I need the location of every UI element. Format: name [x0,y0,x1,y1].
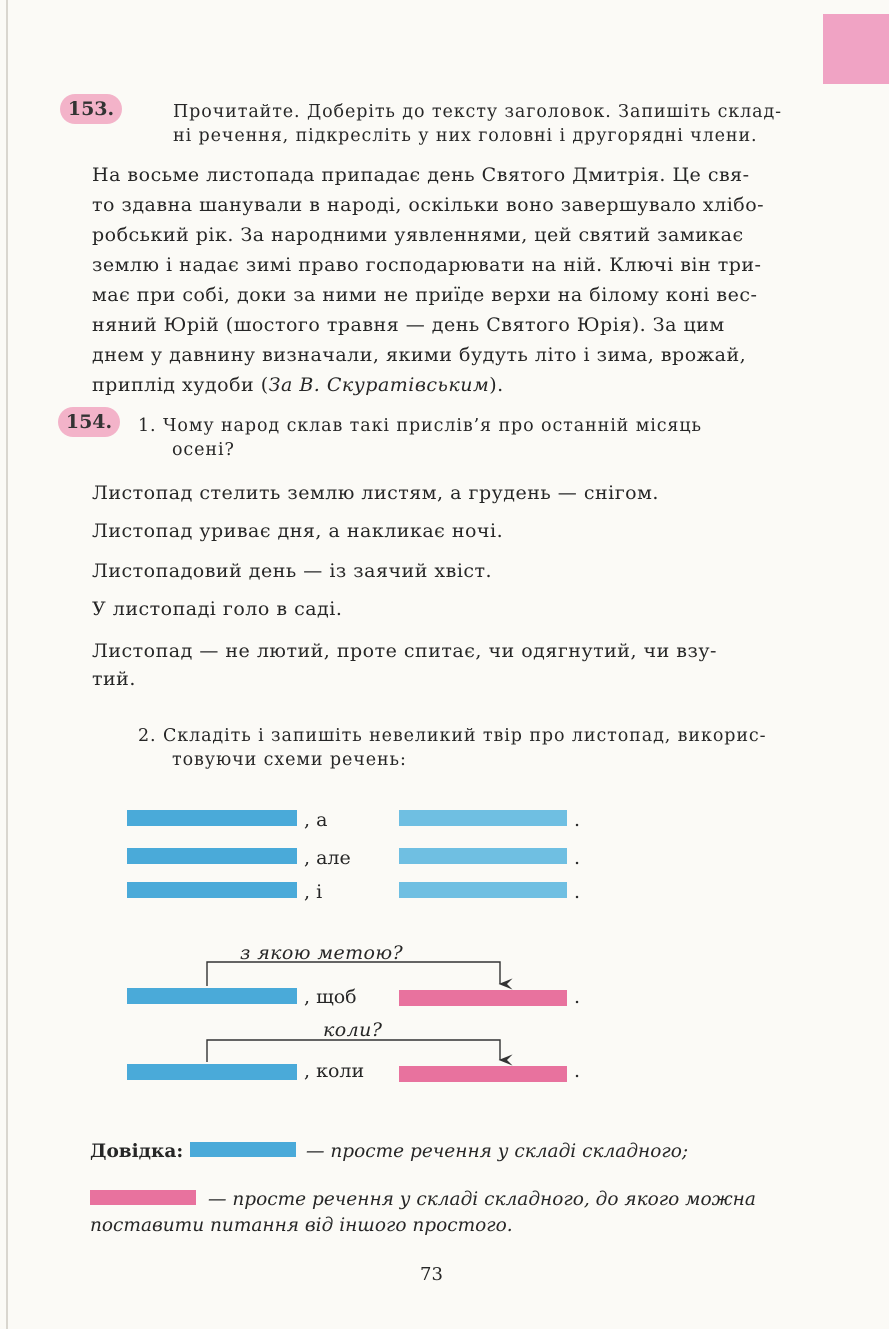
proverb: Листопадовий день — із заячий хвіст. [92,560,493,582]
exercise-153-number: 153. [60,94,122,124]
scheme-conjunction: , але [304,847,351,869]
scheme-conjunction: , а [304,809,328,831]
page-number: 73 [420,1264,443,1285]
scheme-conjunction: , і [304,881,323,903]
proverb: Листопад уриває дня, а накликає ночі. [92,520,504,542]
reference-pink-bar [90,1190,196,1205]
text-fragment: приплід худоби ( [92,374,269,396]
scheme-clause-bar [127,1064,297,1080]
scheme-question-purpose: з якою метою? [240,942,404,964]
reference-label: Довідка: [90,1141,184,1162]
proverb-line-2: тий. [92,668,136,690]
proverb: У листопаді голо в саді. [92,598,343,620]
text-fragment: ). [489,374,504,396]
scheme-question-when: коли? [323,1019,383,1041]
exercise-153-task-line-1: Прочитайте. Доберіть до тексту заголовок. Запишіть склад- [173,102,782,122]
scheme-clause-bar [127,988,297,1004]
text-line: то здавна шанували в народі, оскільки воно завершувало хлібо- [92,194,765,216]
question-arrow-purpose [207,962,500,986]
text-line: робський рік. За народними уявленнями, цей святий замикає [92,224,744,246]
exercise-154-question-1-line-1: 1. Чому народ склав такі прислів’я про останній місяць [138,416,702,436]
scheme-period: . [574,809,581,831]
text-line: На восьме листопада припадає день Святого Дмитрія. Це свя- [92,164,750,186]
exercise-154-question-2-line-2: товуючи схеми речень: [172,750,407,770]
reference-blue-description: — просте речення у складі складного; [306,1141,689,1162]
text-source: За В. Скуратівським [268,374,490,396]
exercise-154-question-2-line-1: 2. Складіть і запишіть невеликий твір про листопад, викорис- [138,726,767,746]
reference-blue-bar [190,1142,296,1157]
scheme-period: . [574,1060,581,1082]
scheme-dependent-clause-bar [399,1066,567,1082]
proverb-line-1: Листопад — не лютий, проте спитає, чи одягнутий, чи взу- [92,640,717,662]
scheme-conjunction: , коли [304,1060,365,1082]
reference-pink-description-line-1: — просте речення у складі складного, до якого можна [208,1189,756,1210]
scheme-period: . [574,986,581,1008]
exercise-154-number: 154. [58,407,120,437]
reference-pink-description-line-2: поставити питання від іншого простого. [90,1215,513,1236]
exercise-154-question-1-line-2: осені? [172,440,235,460]
text-line: має при собі, доки за ними не приїде верхи на білому коні вес- [92,284,758,306]
scheme-conjunction: , щоб [304,986,357,1008]
proverb: Листопад стелить землю листям, а грудень — снігом. [92,482,659,504]
exercise-153-task-line-2: ні речення, підкресліть у них головні і другорядні члени. [173,126,758,146]
text-line: няний Юрій (шостого травня — день Святого Юрія). За цим [92,314,725,336]
scheme-period: . [574,847,581,869]
scheme-dependent-clause-bar [399,990,567,1006]
text-line: днем у давнину визначали, якими будуть літо і зима, врожай, [92,344,747,366]
scheme-period: . [574,881,581,903]
text-line: землю і надає зимі право господарювати на ній. Ключі він три- [92,254,762,276]
